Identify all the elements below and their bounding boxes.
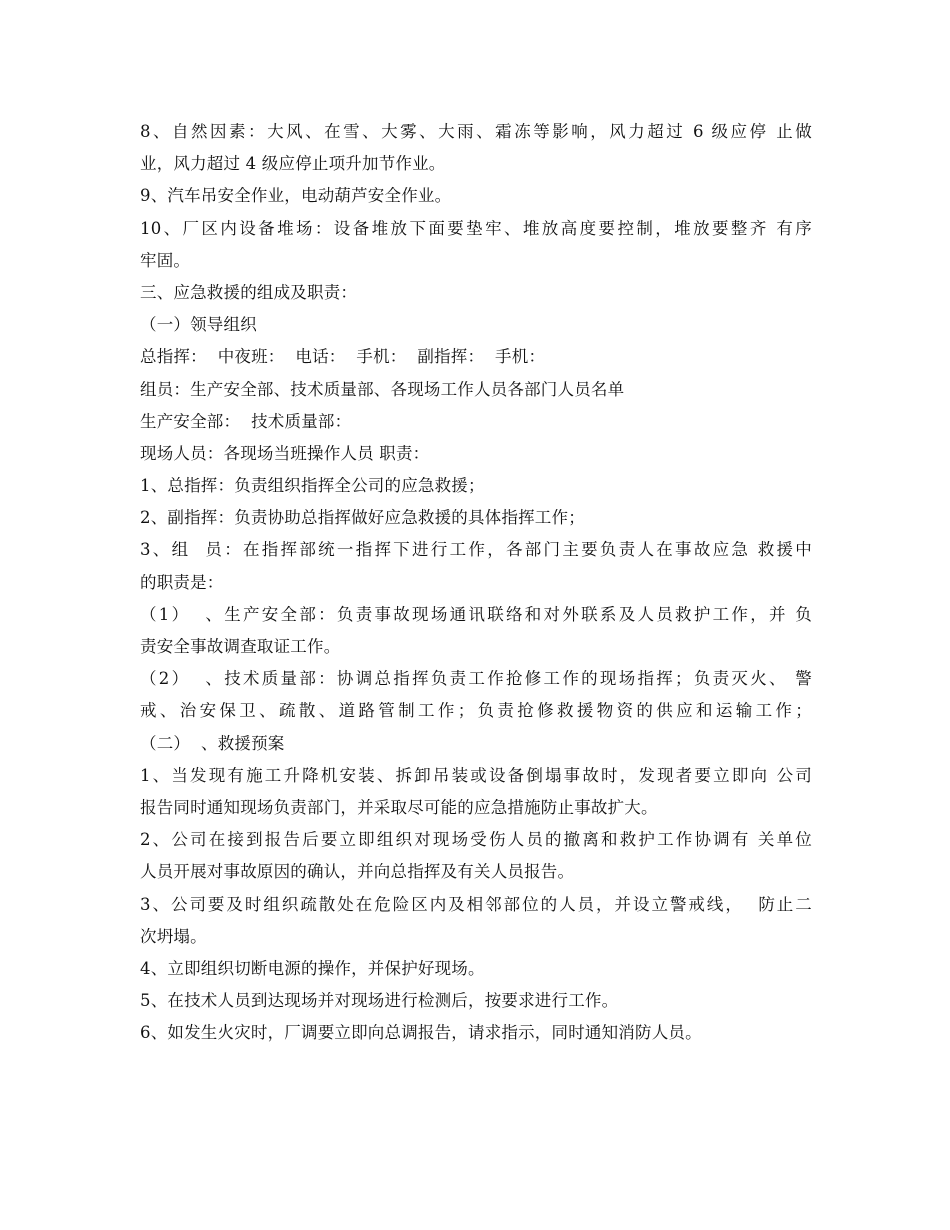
- subsection-heading: （二） 、救援预案: [140, 733, 285, 753]
- text-line: 3、组 员：在指挥部统一指挥下进行工作，各部门主要负责人在事故应急 救援中: [140, 540, 812, 560]
- text-line: 1、当发现有施工升降机安装、拆卸吊装或设备倒塌事故时，发现者要立即向 公司: [140, 765, 812, 785]
- text-line: 总指挥： 中夜班： 电话： 手机： 副指挥： 手机：: [140, 347, 546, 367]
- text-line: 现场人员：各现场当班操作人员 职责：: [140, 443, 430, 463]
- text-line: 报告同时通知现场负责部门，并采取尽可能的应急措施防止事故扩大。: [140, 797, 658, 817]
- text-line: 业，风力超过 4 级应停止项升加节作业。: [140, 154, 446, 174]
- text-line: 2、副指挥：负责协助总指挥做好应急救援的具体指挥工作；: [140, 508, 585, 528]
- text-line: 10、厂区内设备堆场：设备堆放下面要垫牢、堆放高度要控制，堆放要整齐 有序: [140, 218, 812, 238]
- text-line: 责安全事故调查取证工作。: [140, 637, 341, 656]
- text-line: 5、在技术人员到达现场并对现场进行检测后，按要求进行工作。: [140, 991, 619, 1011]
- subsection-heading: （一）领导组织: [140, 315, 257, 335]
- text-line: 次坍塌。: [140, 926, 207, 946]
- text-line: （2） 、技术质量部：协调总指挥负责工作抢修工作的现场指挥；负责灭火、 警: [140, 669, 812, 689]
- document-body: [140, 116, 812, 1049]
- text-line: 牢固。: [140, 250, 191, 270]
- text-line: 生产安全部： 技术质量部：: [140, 411, 352, 431]
- text-line: 6、如发生火灾时，厂调要立即向总调报告，请求指示，同时通知消防人员。: [140, 1023, 702, 1043]
- text-line: 1、总指挥：负责组织指挥全公司的应急救援；: [140, 476, 485, 496]
- section-heading: 三、应急救援的组成及职责：: [140, 282, 358, 302]
- text-line: 4、立即组织切断电源的操作，并保护好现场。: [140, 958, 485, 978]
- text-line: 组员：生产安全部、技术质量部、各现场工作人员各部门人员名单: [140, 379, 625, 399]
- text-line: 3、公司要及时组织疏散处在危险区内及相邻部位的人员，并设立警戒线， 防止二: [140, 894, 812, 914]
- text-line: 8、自然因素：大风、在雪、大雾、大雨、霜冻等影响，风力超过 6 级应停 止做: [140, 122, 812, 141]
- text-line: 戒、治安保卫、疏散、道路管制工作；负责抢修救援物资的供应和运输工作；: [140, 701, 812, 721]
- text-line: 2、公司在接到报告后要立即组织对现场受伤人员的撤离和救护工作协调有 关单位: [140, 830, 812, 850]
- text-line: （1） 、生产安全部：负责事故现场通讯联络和对外联系及人员救护工作，并 负: [140, 604, 812, 624]
- text-line: 人员开展对事故原因的确认，并向总指挥及有关人员报告。: [140, 862, 575, 882]
- text-line: 的职责是：: [140, 572, 224, 592]
- text-line: 9、汽车吊安全作业，电动葫芦安全作业。: [140, 186, 452, 206]
